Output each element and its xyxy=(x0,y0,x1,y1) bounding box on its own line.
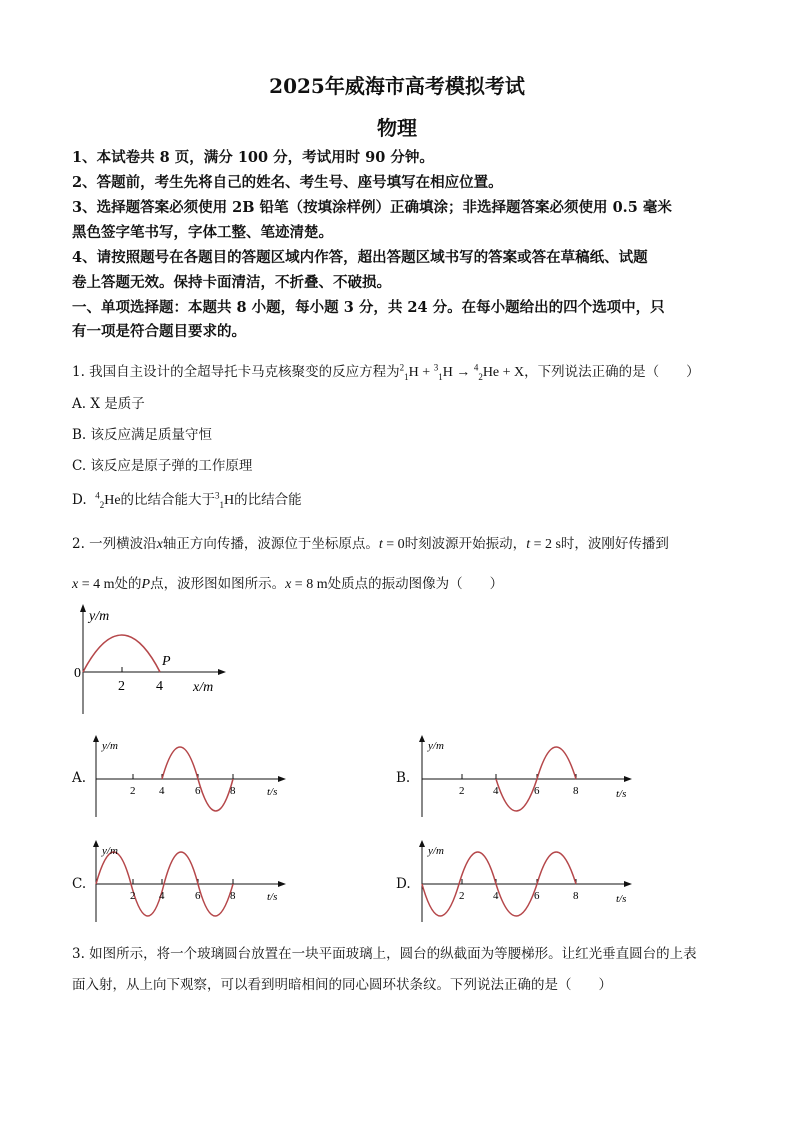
q3-stem-line2: 面入射，从上向下观察，可以看到明暗相间的同心圆环状条纹。下列说法正确的是（ ） xyxy=(72,977,612,993)
svg-text:4: 4 xyxy=(493,890,499,902)
q2-option-b-label[interactable]: B. xyxy=(396,770,411,786)
q2-option-d-label[interactable]: D. xyxy=(396,876,411,892)
q3-stem-line1: 3. 如图所示，将一个玻璃圆台放置在一块平面玻璃上，圆台的纵截面为等腰梯形。让红光垂直圆台的上表 xyxy=(72,946,697,962)
q1-equation: $^2_1$H + $^3_1$H → $^4_2$He + X xyxy=(399,362,525,382)
svg-text:8: 8 xyxy=(230,890,236,902)
instruction-4-cont: 卷上答题无效。保持卡面清洁，不折叠、不破损。 xyxy=(72,274,391,291)
q1-option-d[interactable]: D. $^4_2$He的比结合能大于$^3_1$H的比结合能 xyxy=(72,490,302,510)
section-heading: 一、单项选择题：本题共 8 小题，每小题 3 分，共 24 分。在每小题给出的四个选项中，只 xyxy=(72,299,665,316)
svg-text:y/m: y/m xyxy=(102,845,118,857)
q1-option-a[interactable]: A. X 是质子 xyxy=(72,396,145,412)
svg-text:4: 4 xyxy=(159,890,165,902)
q2-stem-line1: 2. 一列横波沿x轴正方向传播，波源位于坐标原点。t = 0时刻波源开始振动，t = 2 s时，波刚好传播到 xyxy=(72,536,669,552)
q2-stem-line2: x = 4 m处的P点，波形图如图所示。x = 8 m处质点的振动图像为（ ） xyxy=(72,576,504,592)
q2-option-b-graph[interactable] xyxy=(416,733,636,823)
q1-option-c[interactable]: C. 该反应是原子弹的工作原理 xyxy=(72,458,253,474)
wave-ylabel: y/m xyxy=(89,609,110,624)
svg-text:8: 8 xyxy=(573,785,579,797)
instruction-3-cont: 黑色签字笔书写，字体工整、笔迹清楚。 xyxy=(72,224,333,241)
instruction-2: 2、答题前，考生先将自己的姓名、考生号、座号填写在相应位置。 xyxy=(72,174,503,191)
svg-text:4: 4 xyxy=(159,785,165,797)
svg-text:8: 8 xyxy=(573,890,579,902)
q2-option-c-graph[interactable] xyxy=(90,838,290,928)
instruction-4: 4、请按照题号在各题目的答题区域内作答，超出答题区域书写的答案或答在草稿纸、试题 xyxy=(72,249,648,266)
svg-text:t/s: t/s xyxy=(267,786,278,798)
svg-text:t/s: t/s xyxy=(616,893,627,905)
q2-option-a-graph[interactable] xyxy=(90,733,290,823)
q2-option-c-label[interactable]: C. xyxy=(72,876,87,892)
q2-option-d-graph[interactable] xyxy=(416,838,636,928)
svg-text:6: 6 xyxy=(534,785,540,797)
svg-text:y/m: y/m xyxy=(428,845,444,857)
q2-option-a-label[interactable]: A. xyxy=(72,770,87,786)
wave-tick-2: 2 xyxy=(118,679,125,694)
q1-prefix: 1. 我国自主设计的全超导托卡马克核聚变的反应方程为 xyxy=(72,364,400,380)
q1-stem xyxy=(72,360,700,382)
wave-origin: 0 xyxy=(74,666,81,681)
q1-option-b[interactable]: B. 该反应满足质量守恒 xyxy=(72,427,213,443)
instruction-3: 3、选择题答案必须使用 2B 铅笔（按填涂样例）正确填涂；非选择题答案必须使用 0.5 毫米 xyxy=(72,199,672,216)
instruction-1: 1、本试卷共 8 页，满分 100 分，考试用时 90 分钟。 xyxy=(72,149,434,166)
q1-option-d-end: 的比结合能 xyxy=(234,492,302,508)
wave-point-p: P xyxy=(162,654,171,669)
wave-graph xyxy=(60,602,230,717)
wave-curve xyxy=(83,635,160,672)
svg-text:2: 2 xyxy=(130,785,136,797)
svg-text:6: 6 xyxy=(195,785,201,797)
svg-text:2: 2 xyxy=(459,785,465,797)
svg-text:t/s: t/s xyxy=(616,788,627,800)
svg-text:6: 6 xyxy=(534,890,540,902)
q1-suffix: ，下列说法正确的是（ ） xyxy=(524,364,700,380)
wave-xlabel: x/m xyxy=(193,680,214,695)
svg-text:y/m: y/m xyxy=(102,740,118,752)
section-heading-cont: 有一项是符合题目要求的。 xyxy=(72,323,246,340)
exam-title: 2025年威海市高考模拟考试 xyxy=(269,74,525,98)
svg-text:4: 4 xyxy=(493,785,499,797)
svg-text:2: 2 xyxy=(130,890,136,902)
q1-option-d-mid: 的比结合能大于 xyxy=(120,492,216,508)
svg-text:t/s: t/s xyxy=(267,891,278,903)
svg-text:y/m: y/m xyxy=(428,740,444,752)
svg-text:6: 6 xyxy=(195,890,201,902)
subject-title: 物理 xyxy=(377,116,417,140)
svg-text:8: 8 xyxy=(230,785,236,797)
svg-text:2: 2 xyxy=(459,890,465,902)
wave-tick-4: 4 xyxy=(156,679,163,694)
